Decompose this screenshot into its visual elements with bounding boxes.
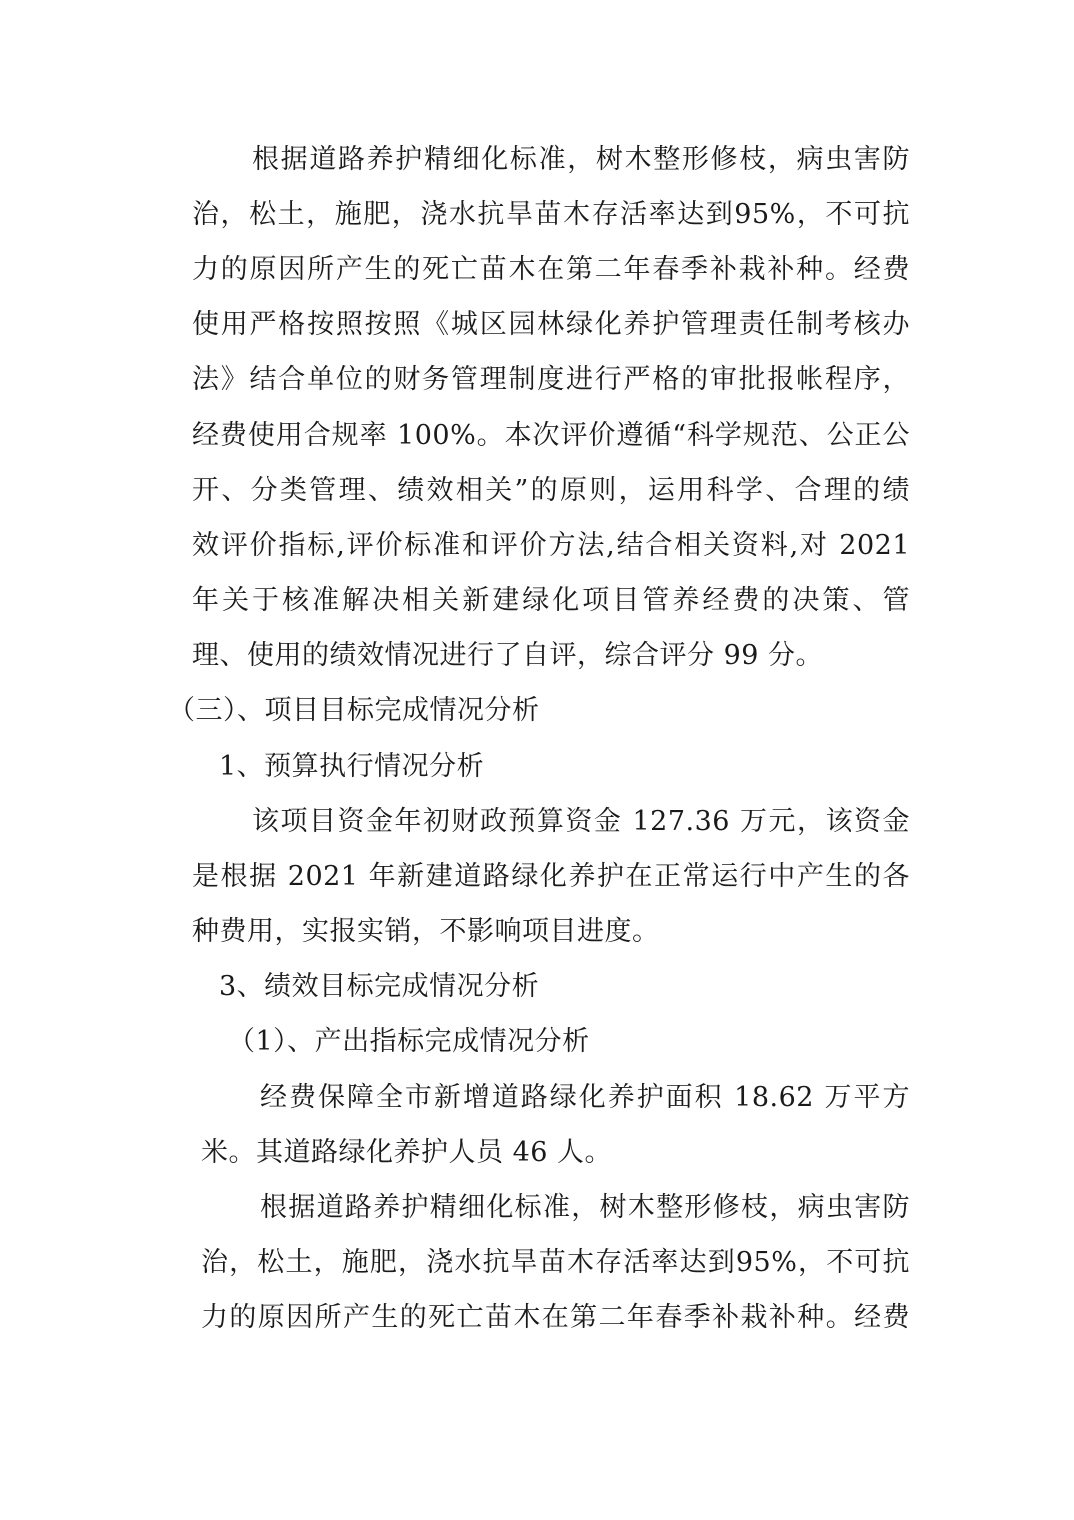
- text-line-19: 米。其道路绿化养护人员 46 人。: [201, 1137, 613, 1168]
- text-line-15: 种费用，实报实销，不影响项目进度。: [192, 916, 660, 947]
- subheading-budget: 1、预算执行情况分析: [219, 751, 485, 782]
- text-line-5: 法》结合单位的财务管理制度进行严格的审批报帐程序，: [192, 364, 910, 395]
- subheading-performance: 3、绩效目标完成情况分析: [219, 971, 540, 1002]
- text-line-7: 开、分类管理、绩效相关”的原则，运用科学、合理的绩: [192, 475, 910, 506]
- text-line-1: 根据道路养护精细化标准，树木整形修枝，病虫害防: [252, 144, 910, 175]
- subheading-output: （1）、产出指标完成情况分析: [228, 1026, 590, 1057]
- section-heading-3: （三）、项目目标完成情况分析: [168, 695, 540, 726]
- text-line-18: 经费保障全市新增道路绿化养护面积 18.62 万平方: [260, 1082, 910, 1113]
- text-line-10: 理、使用的绩效情况进行了自评，综合评分 99 分。: [192, 640, 824, 671]
- text-line-3: 力的原因所产生的死亡苗木在第二年春季补栽补种。经费: [192, 254, 910, 285]
- text-line-4: 使用严格按照按照《城区园林绿化养护管理责任制考核办: [192, 309, 910, 340]
- text-line-2: 治，松土，施肥，浇水抗旱苗木存活率达到95%，不可抗: [192, 199, 910, 230]
- text-line-14: 是根据 2021 年新建道路绿化养护在正常运行中产生的各: [192, 861, 910, 892]
- text-line-22: 力的原因所产生的死亡苗木在第二年春季补栽补种。经费: [201, 1302, 910, 1333]
- text-line-8: 效评价指标,评价标准和评价方法,结合相关资料,对 2021: [192, 530, 910, 561]
- text-line-21: 治，松土，施肥，浇水抗旱苗木存活率达到95%，不可抗: [201, 1247, 910, 1278]
- text-line-9: 年关于核准解决相关新建绿化项目管养经费的决策、管: [192, 585, 910, 616]
- text-line-13: 该项目资金年初财政预算资金 127.36 万元，该资金: [252, 806, 910, 837]
- text-line-20: 根据道路养护精细化标准，树木整形修枝，病虫害防: [260, 1192, 910, 1223]
- text-line-6: 经费使用合规率 100%。本次评价遵循“科学规范、公正公: [192, 420, 910, 451]
